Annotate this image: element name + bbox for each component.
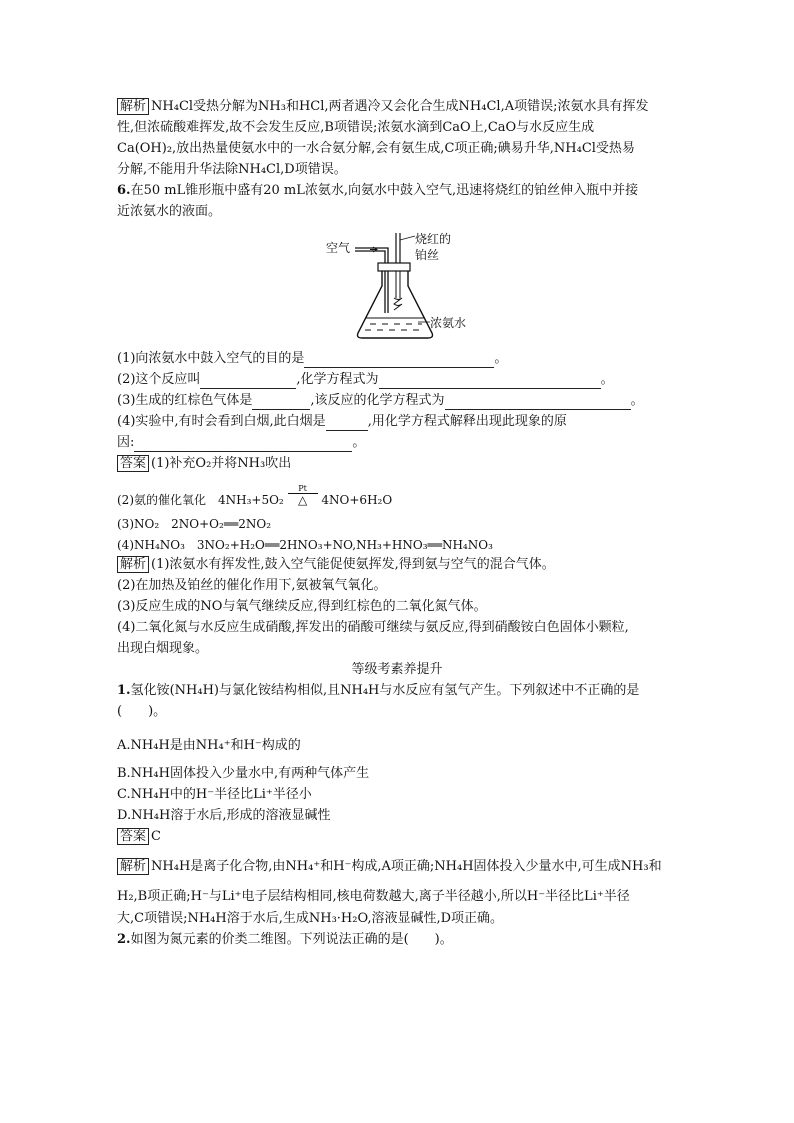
label-wire-1: 烧红的 (415, 232, 452, 246)
analysis-line: Ca(OH)₂,放出热量使氨水中的一水合氨分解,会有氨生成,C项正确;碘易升华,NH₄Cl受热易 (117, 141, 635, 156)
label-wire-2: 铂丝 (415, 248, 440, 262)
analysis-6-line-1: 解析 (1)浓氨水有挥发性,鼓入空气能促使氨挥发,得到氨与空气的混合气体。 (117, 556, 555, 574)
answer-6-line-3: (3)NO₂ 2NO+O₂══2NO₂ (117, 517, 272, 531)
answer-tag: 答案 (117, 455, 149, 472)
analysis-1-line-1: 解析 NH₄H是离子化合物,由NH₄⁺和H⁻构成,A项正确;NH₄H固体投入少量水中,可生成NH₃和 (117, 858, 662, 876)
option-a: A.NH₄H是由NH₄⁺和H⁻构成的 (117, 738, 301, 753)
section-heading: 等级考素养提升 (351, 662, 443, 677)
answer-blank[interactable] (445, 396, 631, 410)
analysis-6-line-4: (4)二氧化氮与水反应生成硝酸,挥发出的硝酸可继续与氨反应,得到硝酸铵白色固体小颗粒, (117, 620, 629, 635)
answer-6-line-2: (2)氨的催化氧化 4NH₃+5O₂ Pt △ 4NO+6H₂O (117, 484, 393, 507)
answer-6-line-1: 答案 (1)补充O₂并将NH₃吹出 (117, 455, 291, 473)
analysis-1-line-3: 大,C项错误;NH₄H溶于水后,生成NH₃·H₂O,溶液显碱性,D项正确。 (117, 911, 504, 926)
label-air: 空气 (326, 241, 351, 255)
question-6-part-3: (3)生成的红棕色气体是 ,该反应的化学方程式为 。 (117, 393, 644, 408)
analysis-6-line-2: (2)在加热及铂丝的催化作用下,氨被氧气氧化。 (117, 578, 387, 593)
analysis-1-line-2: H₂,B项正确;H⁻与Li⁺电子层结构相同,核电荷数越大,离子半径越小,所以H⁻半径比Li⁺半径 (117, 889, 630, 904)
label-liquid: 浓氨水 (430, 316, 467, 330)
option-d: D.NH₄H溶于水后,形成的溶液显碱性 (117, 808, 331, 823)
option-b: B.NH₄H固体投入少量水中,有两种气体产生 (117, 766, 370, 781)
answer-blank[interactable] (326, 417, 368, 431)
question-1-stem-cont: ( )。 (117, 704, 167, 719)
question-6-part-4-cont: 因: 。 (117, 435, 366, 450)
analysis-6-line-5: 出现白烟现象。 (117, 641, 209, 656)
answer-blank[interactable] (200, 375, 296, 389)
analysis-6-line-3: (3)反应生成的NO与氧气继续反应,得到红棕色的二氧化氮气体。 (117, 599, 487, 614)
analysis-tag: 解析 (117, 556, 149, 573)
question-1-stem: 1.氢化铵(NH₄H)与氯化铵结构相似,且NH₄H与水反应有氢气产生。下列叙述中不正确的是 (117, 683, 640, 698)
analysis-tag: 解析 (117, 858, 149, 875)
analysis-line: 分解,不能用升华法除NH₄Cl,D项错误。 (117, 162, 347, 177)
question-6-part-1: (1)向浓氨水中鼓入空气的目的是 。 (117, 351, 508, 366)
analysis-line: 解析 NH₄Cl受热分解为NH₃和HCl,两者遇冷又会化合生成NH₄Cl,A项错误;浓氨水具有挥发 (117, 98, 648, 116)
option-c: C.NH₄H中的H⁻半径比Li⁺半径小 (117, 787, 312, 802)
answer-blank[interactable] (379, 375, 601, 389)
answer-1: 答案 C (117, 828, 161, 846)
question-6-part-2: (2)这个反应叫 ,化学方程式为 。 (117, 372, 614, 387)
answer-blank[interactable] (304, 354, 494, 368)
reaction-condition: Pt △ (288, 493, 318, 506)
apparatus-figure (320, 228, 480, 346)
question-6-stem-cont: 近浓氨水的液面。 (117, 204, 222, 219)
question-6-stem: 6.在50 mL锥形瓶中盛有20 mL浓氨水,向氨水中鼓入空气,迅速将烧红的铂丝伸入瓶中并接 (117, 183, 639, 198)
answer-blank[interactable] (134, 438, 352, 452)
answer-tag: 答案 (117, 828, 149, 845)
question-6-part-4: (4)实验中,有时会看到白烟,此白烟是 ,用化学方程式解释出现此现象的原 (117, 414, 567, 429)
analysis-line: 性,但浓硫酸难挥发,故不会发生反应,B项错误;浓氨水滴到CaO上,CaO与水反应生成 (117, 120, 595, 135)
answer-6-line-4: (4)NH₄NO₃ 3NO₂+H₂O══2HNO₃+NO,NH₃+HNO₃══NH₄NO₃ (117, 538, 493, 552)
answer-blank[interactable] (252, 396, 310, 410)
question-2-stem: 2.如图为氮元素的价类二维图。下列说法正确的是( )。 (117, 932, 453, 947)
analysis-tag: 解析 (117, 98, 149, 115)
